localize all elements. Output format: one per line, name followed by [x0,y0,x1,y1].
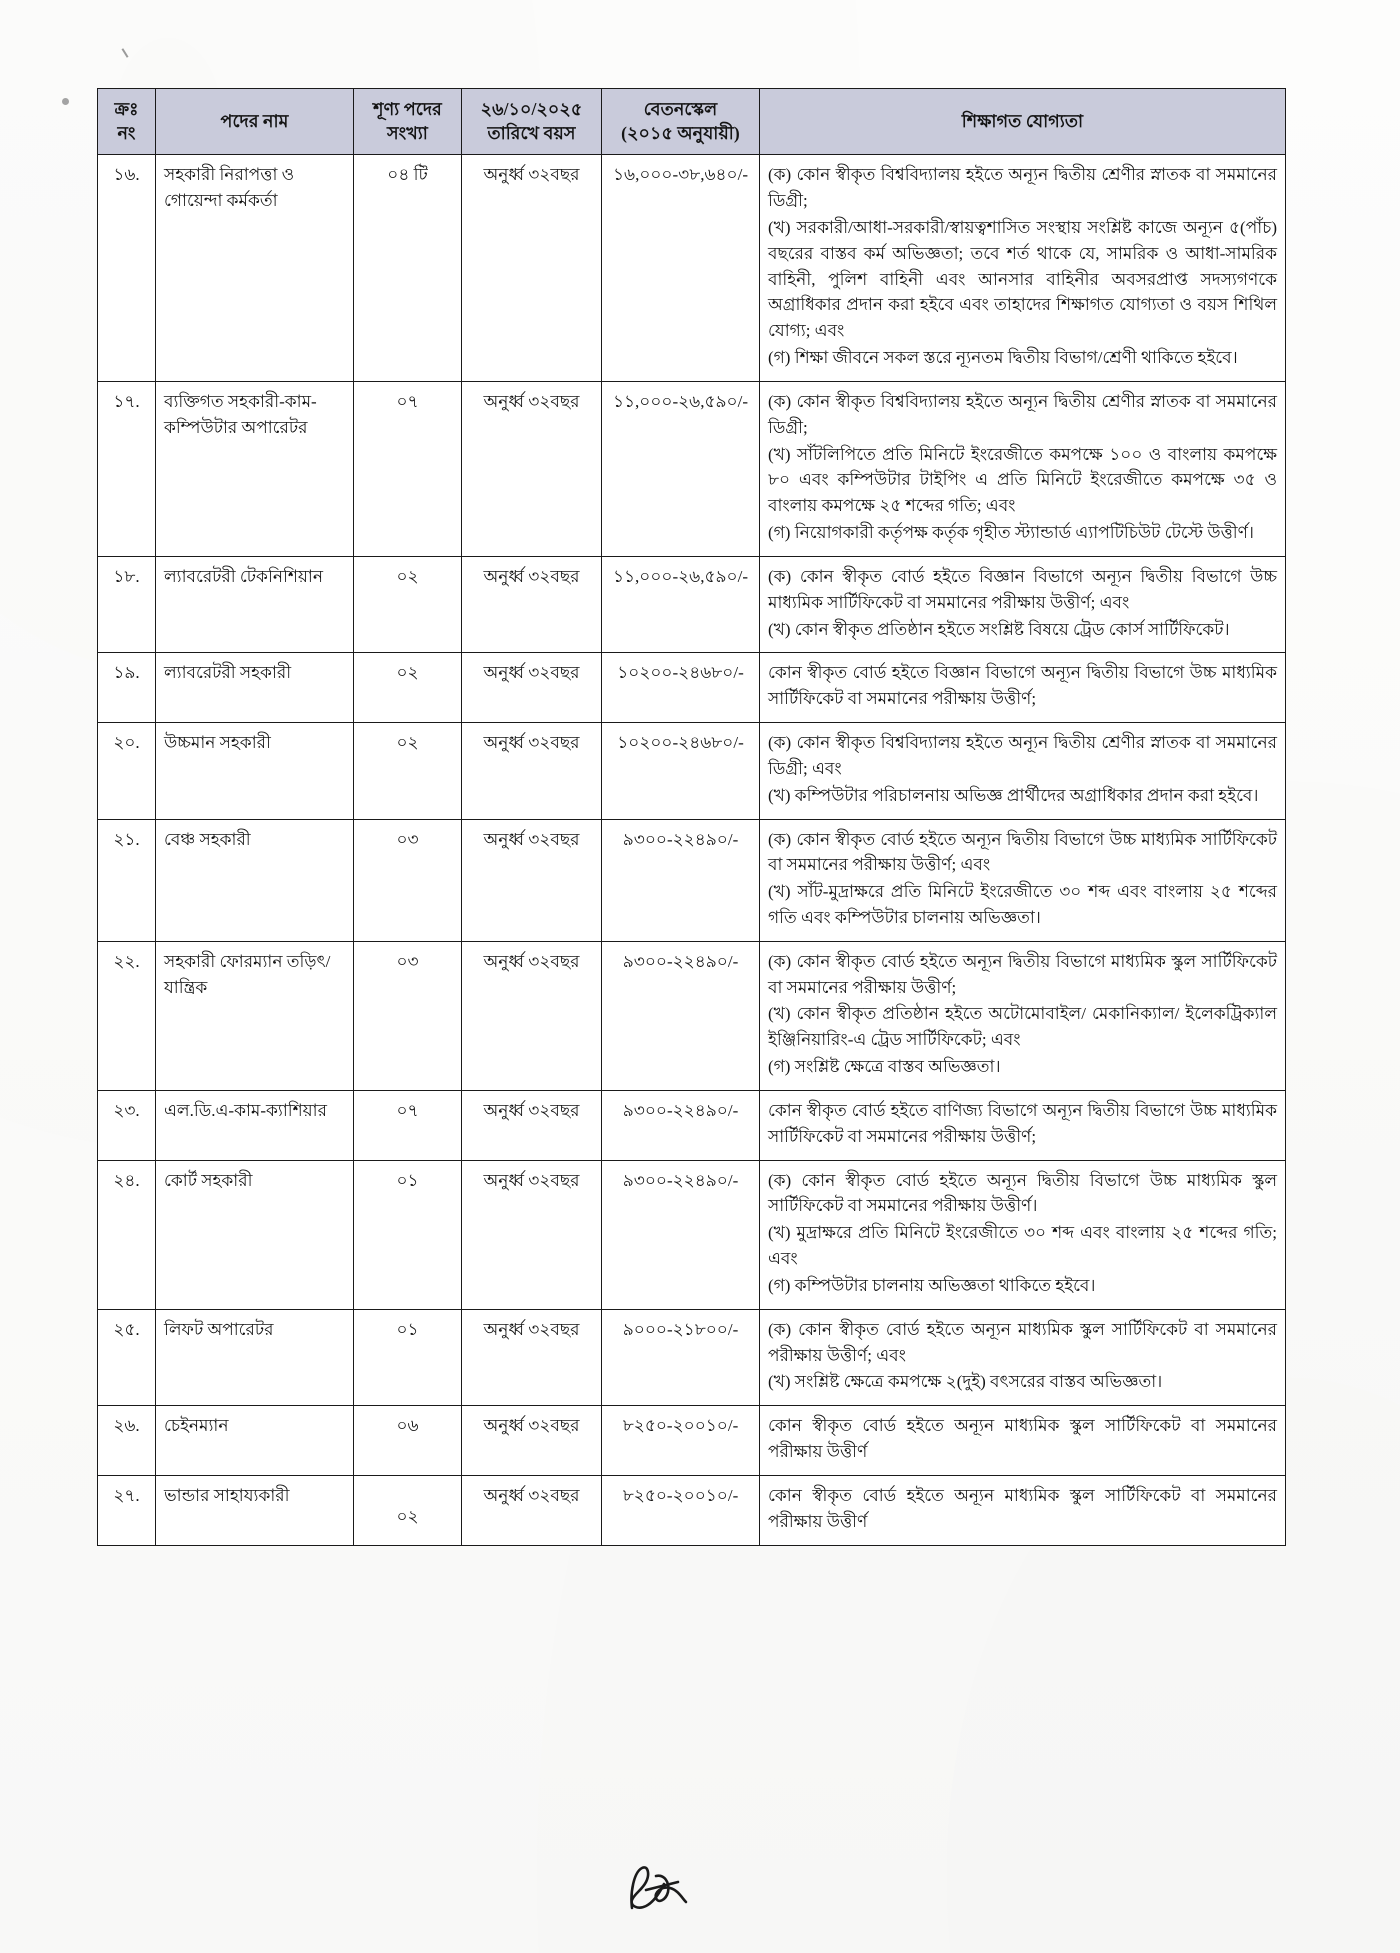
row-age-limit: অনুর্ধ্ব ৩২বছর [462,1160,602,1309]
qualification-clause: (ক) কোন স্বীকৃত বিশ্ববিদ্যালয় হইতে অন্যূন দ্বিতীয় শ্রেণীর স্নাতক বা সমমানের ডিগ্রী; এবং [768,733,1277,778]
table-row [98,723,1286,819]
row-vacancy-count: ০৭ [354,1090,462,1160]
row-post-name: বেঞ্চ সহকারী [156,819,354,941]
row-post-name: ব্যক্তিগত সহকারী-কাম-কম্পিউটার অপারেটর [156,381,354,556]
pay-header-line1: বেতনস্কেল [643,99,718,119]
qualification-clause: (ক) কোন স্বীকৃত বোর্ড হইতে অন্যূন মাধ্যমিক স্কুল সার্টিফিকেট বা সমমানের পরীক্ষায় উত্তীর্ণ; এবং [768,1319,1277,1365]
row-vacancy-count: ০৭ [354,381,462,556]
row-serial-number: ২৪. [98,1160,156,1309]
row-qualification [760,1309,1286,1405]
row-serial-number: ২৭. [98,1475,156,1545]
row-vacancy-count: ০২ [354,1475,462,1545]
row-pay-scale: ৯৩০০-২২৪৯০/- [602,1160,760,1309]
qualification-clause: কোন স্বীকৃত বোর্ড হইতে বাণিজ্য বিভাগে অন্যূন দ্বিতীয় বিভাগে উচ্চ মাধ্যমিক সার্টিফিকেট বা সমমানের পরীক্ষায় উত্তীর্ণ; [768,1100,1277,1146]
qualification-clause: (খ) সাঁট-মুদ্রাক্ষরে প্রতি মিনিটে ইংরেজীতে ৩০ শব্দ এবং বাংলায় ২৫ শব্দের গতি এবং কম্পিউটার চালনায় অভিজ্ঞতা। [768,882,1277,927]
row-serial-number: ১৬. [98,155,156,382]
qualification-clause: (খ) মুদ্রাক্ষরে প্রতি মিনিটে ইংরেজীতে ৩০ শব্দ এবং বাংলায় ২৫ শব্দের গতি; এবং [768,1223,1277,1269]
row-age-limit: অনুর্ধ্ব ৩২বছর [462,723,602,819]
table-row [98,556,1286,652]
row-serial-number: ২৫. [98,1309,156,1405]
qualification-clause: (ক) কোন স্বীকৃত বোর্ড হইতে অন্যূন দ্বিতীয় বিভাগে উচ্চ মাধ্যমিক স্কুল সার্টিফিকেট বা সমমানের পরীক্ষায় উত্তীর্ণ। [768,1170,1277,1216]
row-qualification [760,723,1286,819]
vacancy-header-line2: সংখ্যা [387,123,428,144]
row-age-limit: অনুর্ধ্ব ৩২বছর [462,556,602,652]
column-header-serial [98,89,156,155]
column-header-qualification: শিক্ষাগত যোগ্যতা [760,89,1286,155]
row-age-limit: অনুর্ধ্ব ৩২বছর [462,155,602,382]
row-vacancy-count: ০৪ টি [354,155,462,382]
stray-ink-dot [62,98,69,105]
row-post-name: কোর্ট সহকারী [156,1160,354,1309]
table-row [98,1160,1286,1309]
qualification-clause: (গ) নিয়োগকারী কর্তৃপক্ষ কর্তৃক গৃহীত স্ট্যান্ডার্ড এ্যাপটিচিউট টেস্টে উত্তীর্ণ। [768,523,1254,543]
serial-header-line2: নং [117,123,136,144]
job-circular-table [97,88,1286,1546]
qualification-clause: (খ) সংশ্লিষ্ট ক্ষেত্রে কমপক্ষে ২(দুই) বৎসরের বাস্তব অভিজ্ঞতা। [768,1372,1163,1392]
row-serial-number: ২২. [98,941,156,1090]
column-header-age [462,89,602,155]
row-age-limit: অনুর্ধ্ব ৩২বছর [462,941,602,1090]
row-pay-scale: ৯০০০-২১৮০০/- [602,1309,760,1405]
serial-header-line1: ক্রঃ [114,99,139,119]
row-age-limit: অনুর্ধ্ব ৩২বছর [462,653,602,723]
row-qualification [760,1475,1286,1545]
row-pay-scale: ৯৩০০-২২৪৯০/- [602,1090,760,1160]
table-row [98,819,1286,941]
row-post-name: ভান্ডার সাহায্যকারী [156,1475,354,1545]
row-pay-scale: ১৬,০০০-৩৮,৬৪০/- [602,155,760,382]
qualification-clause: (গ) কম্পিউটার চালনায় অভিজ্ঞতা থাকিতে হইবে। [768,1275,1096,1295]
table-row [98,1406,1286,1476]
row-qualification [760,1406,1286,1476]
row-pay-scale: ৮২৫০-২০০১০/- [602,1475,760,1545]
row-serial-number: ১৭. [98,381,156,556]
qualification-clause: (ক) কোন স্বীকৃত বিশ্ববিদ্যালয় হইতে অন্যূন দ্বিতীয় শ্রেণীর স্নাতক বা সমমানের ডিগ্রী; [768,391,1277,437]
table-row [98,653,1286,723]
qualification-clause: (খ) কোন স্বীকৃত প্রতিষ্ঠান হইতে অটোমোবাইল/ মেকানিক্যাল/ ইলেকট্রিক্যাল ইঞ্জিনিয়ারিং-এ ট্রেড সার্টিফিকেট; এবং [768,1004,1277,1050]
row-serial-number: ২৩. [98,1090,156,1160]
column-header-vacancy [354,89,462,155]
table-row [98,1475,1286,1545]
row-qualification [760,1160,1286,1309]
row-serial-number: ২০. [98,723,156,819]
qualification-clause: কোন স্বীকৃত বোর্ড হইতে অন্যূন মাধ্যমিক স্কুল সার্টিফিকেট বা সমমানের পরীক্ষায় উত্তীর্ণ [768,1485,1277,1531]
row-pay-scale: ১০২০০-২৪৬৮০/- [602,653,760,723]
row-qualification [760,819,1286,941]
row-serial-number: ১৮. [98,556,156,652]
table-body [98,155,1286,1545]
age-header-line1: ২৬/১০/২০২৫ [480,99,583,119]
column-header-post-name: পদের নাম [156,89,354,155]
row-pay-scale: ১১,০০০-২৬,৫৯০/- [602,556,760,652]
row-age-limit: অনুর্ধ্ব ৩২বছর [462,1090,602,1160]
row-qualification [760,155,1286,382]
qualification-clause: কোন স্বীকৃত বোর্ড হইতে অন্যূন মাধ্যমিক স্কুল সার্টিফিকেট বা সমমানের পরীক্ষায় উত্তীর্ণ [768,1416,1277,1462]
row-post-name: ল্যাবরেটরী সহকারী [156,653,354,723]
qualification-clause: (খ) কোন স্বীকৃত প্রতিষ্ঠান হইতে সংশ্লিষ্ট বিষয়ে ট্রেড কোর্স সার্টিফিকেট। [768,619,1230,639]
qualification-clause: (গ) শিক্ষা জীবনে সকল স্তরে ন্যূনতম দ্বিতীয় বিভাগ/শ্রেণী থাকিতে হইবে। [768,348,1238,368]
row-age-limit: অনুর্ধ্ব ৩২বছর [462,819,602,941]
row-pay-scale: ৯৩০০-২২৪৯০/- [602,941,760,1090]
qualification-clause: (ক) কোন স্বীকৃত বোর্ড হইতে অন্যূন দ্বিতীয় বিভাগে উচ্চ মাধ্যমিক সার্টিফিকেট বা সমমানের পরীক্ষায় উত্তীর্ণ; এবং [768,829,1277,875]
row-serial-number: ২৬. [98,1406,156,1476]
row-serial-number: ১৯. [98,653,156,723]
age-header-line2: তারিখে বয়স [487,123,576,144]
table-header [98,89,1286,155]
row-age-limit: অনুর্ধ্ব ৩২বছর [462,1406,602,1476]
circular-table-container [97,88,1285,1546]
row-vacancy-count: ০২ [354,653,462,723]
row-qualification [760,556,1286,652]
row-vacancy-count: ০২ [354,723,462,819]
column-header-pay-scale [602,89,760,155]
vacancy-header-line1: শূণ্য পদের [373,99,442,119]
qualification-clause: (খ) সরকারী/আধা-সরকারী/স্বায়ত্বশাসিত সংস্থায় সংশ্লিষ্ট কাজে অন্যূন ৫(পাঁচ) বছরের বাস্তব কর্ম অভিজ্ঞতা; তবে শর্ত থাকে যে, সামরিক ও আধা-সামরিক বাহিনী, পুলিশ বাহিনী এবং আনসার বাহিনীর অবসরপ্রাপ্ত সদস্যগণকে অগ্রাধিকার প্রদান করা হইবে এবং তাহাদের শিক্ষাগত যোগ্যতা ও বয়স শিথিল যোগ্য; এবং [768,217,1277,341]
qualification-clause: কোন স্বীকৃত বোর্ড হইতে বিজ্ঞান বিভাগে অন্যূন দ্বিতীয় বিভাগে উচ্চ মাধ্যমিক সার্টিফিকেট বা সমমানের পরীক্ষায় উত্তীর্ণ; [768,663,1277,709]
row-post-name: সহকারী ফোরম্যান তড়িৎ/যান্ত্রিক [156,941,354,1090]
row-qualification [760,381,1286,556]
row-age-limit: অনুর্ধ্ব ৩২বছর [462,1309,602,1405]
qualification-clause: (ক) কোন স্বীকৃত বিশ্ববিদ্যালয় হইতে অন্যূন দ্বিতীয় শ্রেণীর স্নাতক বা সমমানের ডিগ্রী; [768,165,1277,211]
table-row [98,1090,1286,1160]
table-row [98,1309,1286,1405]
table-row [98,941,1286,1090]
row-serial-number: ২১. [98,819,156,941]
row-qualification [760,1090,1286,1160]
row-post-name: লিফট অপারেটর [156,1309,354,1405]
row-post-name: উচ্চমান সহকারী [156,723,354,819]
row-age-limit: অনুর্ধ্ব ৩২বছর [462,381,602,556]
row-vacancy-count: ০৩ [354,819,462,941]
row-vacancy-count: ০৩ [354,941,462,1090]
row-post-name: চেইনম্যান [156,1406,354,1476]
row-qualification [760,653,1286,723]
pay-header-line2: (২০১৫ অনুযায়ী) [621,123,740,144]
row-pay-scale: ১১,০০০-২৬,৫৯০/- [602,381,760,556]
row-vacancy-count: ০২ [354,556,462,652]
qualification-clause: (খ) কম্পিউটার পরিচালনায় অভিজ্ঞ প্রার্থীদের অগ্রাধিকার প্রদান করা হইবে। [768,785,1259,805]
qualification-clause: (খ) সাঁটলিপিতে প্রতি মিনিটে ইংরেজীতে কমপক্ষে ১০০ ও বাংলায় কমপক্ষে ৮০ এবং কম্পিউটার টাইপিং এ প্রতি মিনিটে ইংরেজীতে কমপক্ষে ৩৫ ও বাংলায় কমপক্ষে ২৫ শব্দের গতি; এবং [768,444,1277,516]
row-post-name: ল্যাবরেটরী টেকনিশিয়ান [156,556,354,652]
row-pay-scale: ৯৩০০-২২৪৯০/- [602,819,760,941]
row-post-name: এল.ডি.এ-কাম-ক্যাশিয়ার [156,1090,354,1160]
qualification-clause: (ক) কোন স্বীকৃত বোর্ড হইতে অন্যূন দ্বিতীয় বিভাগে মাধ্যমিক স্কুল সার্টিফিকেট বা সমমানের পরীক্ষায় উত্তীর্ণ; [768,951,1277,997]
handwritten-signature [612,1856,732,1926]
row-pay-scale: ৮২৫০-২০০১০/- [602,1406,760,1476]
table-row [98,381,1286,556]
qualification-clause: (গ) সংশ্লিষ্ট ক্ষেত্রে বাস্তব অভিজ্ঞতা। [768,1057,1001,1077]
qualification-clause: (ক) কোন স্বীকৃত বোর্ড হইতে বিজ্ঞান বিভাগে অন্যূন দ্বিতীয় বিভাগে উচ্চ মাধ্যমিক সার্টিফিকেট বা সমমানের পরীক্ষায় উত্তীর্ণ; এবং [768,566,1277,612]
header-row [98,89,1286,155]
table-row [98,155,1286,382]
row-pay-scale: ১০২০০-২৪৬৮০/- [602,723,760,819]
row-post-name: সহকারী নিরাপত্তা ও গোয়েন্দা কর্মকর্তা [156,155,354,382]
row-vacancy-count: ০১ [354,1160,462,1309]
row-age-limit: অনুর্ধ্ব ৩২বছর [462,1475,602,1545]
row-qualification [760,941,1286,1090]
row-vacancy-count: ০৬ [354,1406,462,1476]
row-vacancy-count: ০১ [354,1309,462,1405]
